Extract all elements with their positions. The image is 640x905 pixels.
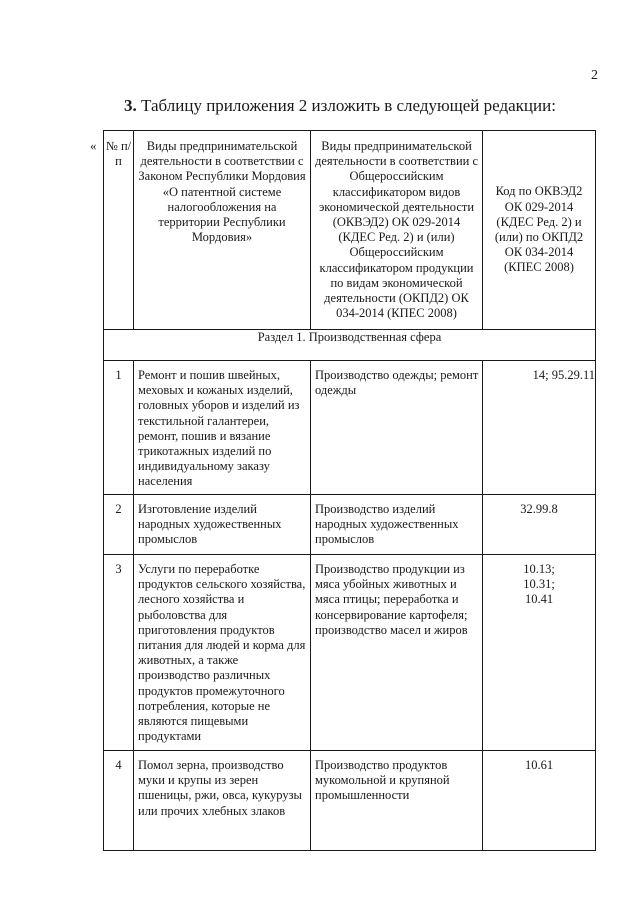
header-code: Код по ОКВЭД2 ОК 029-2014 (КДЕС Ред. 2) и (или) по ОКПД2 ОК 034-2014 (КПЕС 2008) [483, 131, 596, 330]
table-header-row [104, 131, 596, 330]
header-num: № п/п [104, 131, 134, 330]
row-num: 4 [104, 751, 134, 851]
table-row [104, 495, 596, 555]
row-code-line: 32.99.8 [520, 502, 558, 516]
row-activity-classifier: Производство изделий народных художественных промыслов [311, 495, 483, 555]
row-code [483, 555, 596, 751]
row-activity-law: Услуги по переработке продуктов сельского хозяйства, лесного хозяйства и рыболовства для приготовления продуктов питания для людей и корма для животных, а также производство различных продуктов промежуточного потребления, которые не являются пищевыми продуктами [134, 555, 311, 751]
table-row [104, 751, 596, 851]
row-code [483, 751, 596, 851]
row-activity-law: Изготовление изделий народных художественных промыслов [134, 495, 311, 555]
row-num: 1 [104, 361, 134, 495]
row-activity-classifier: Производство продуктов мукомольной и крупяной промышленности [311, 751, 483, 851]
row-code-line: 10.13; [523, 562, 555, 576]
page-number: 2 [591, 68, 598, 83]
row-activity-law: Помол зерна, производство муки и крупы из зерен пшеницы, ржи, овса, кукурузы или прочих хлебных злаков [134, 751, 311, 851]
opening-quote-mark: « [90, 138, 97, 153]
heading-text: Таблицу приложения 2 изложить в следующей редакции: [141, 96, 556, 115]
header-activities-law: Виды предпринимательской деятельности в соответствии с Законом Республики Мордовия «О патентной системе налогообложения на территории Республики Мордовия» [134, 131, 311, 330]
row-code [483, 361, 596, 495]
row-code-line: 10.31; [523, 577, 555, 592]
row-activity-classifier: Производство продукции из мяса убойных животных и мяса птицы; переработка и консервирование картофеля; производство масел и жиров [311, 555, 483, 751]
row-code [483, 495, 596, 555]
document-heading [100, 96, 580, 116]
heading-number: 3. [124, 96, 137, 115]
header-activities-classifier: Виды предпринимательской деятельности в соответствии с Общероссийским классификатором видов экономической деятельности (ОКВЭД2) ОК 029-2014 (КДЕС Ред. 2) и (или) Общероссийским классификатором продукции по видам экономической деятельности (ОКПД2) ОК 034-2014 (КПЕС 2008) [311, 131, 483, 330]
row-code-line: 10.61 [524, 758, 554, 772]
section-title: Раздел 1. Производственная сфера [104, 330, 596, 361]
row-num: 3 [104, 555, 134, 751]
row-num: 2 [104, 495, 134, 555]
activities-table [103, 130, 596, 851]
table-row [104, 555, 596, 751]
row-code-line: 10.41 [524, 592, 554, 607]
row-code-line: 14; 95.29.11 [532, 368, 595, 382]
section-row [104, 330, 596, 361]
row-activity-classifier: Производство одежды; ремонт одежды [311, 361, 483, 495]
table-row [104, 361, 596, 495]
row-activity-law: Ремонт и пошив швейных, меховых и кожаных изделий, головных уборов и изделий из текстильной галантереи, ремонт, пошив и вязание трикотажных изделий по индивидуальному заказу населения [134, 361, 311, 495]
